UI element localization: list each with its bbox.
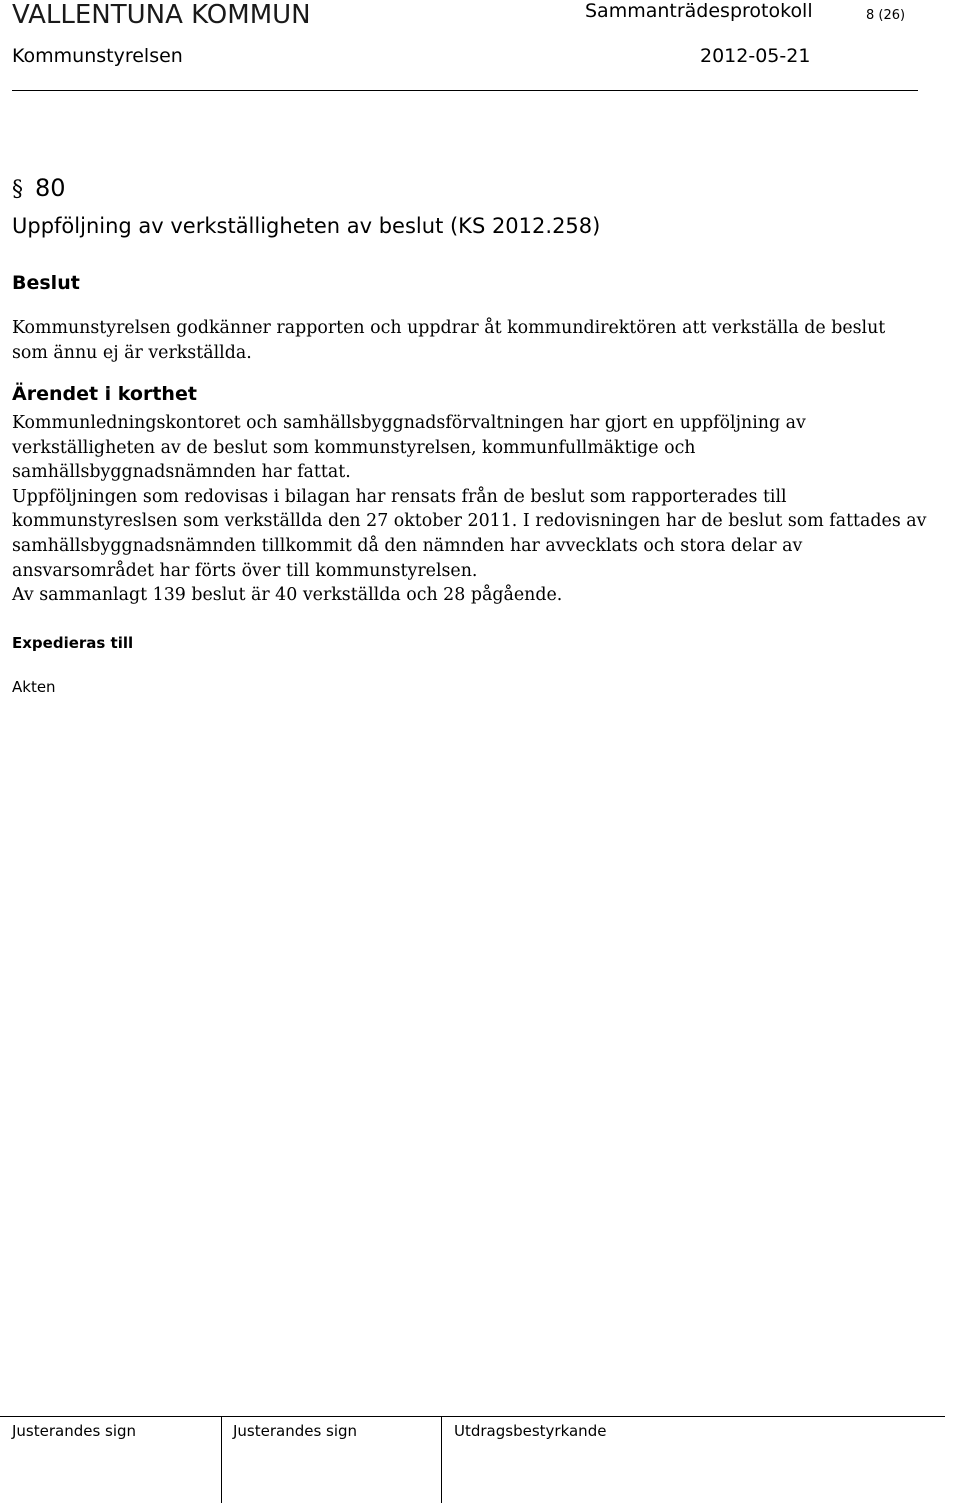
page-number: 8 (26)	[866, 8, 906, 23]
distribution-recipient: Akten	[12, 678, 56, 696]
section-number: 80	[35, 174, 66, 202]
signature-label: Justerandes sign	[233, 1422, 358, 1440]
item-title: Uppföljning av verkställigheten av beslut (KS 2012.258)	[12, 214, 601, 238]
signature-cell-certification	[442, 1417, 945, 1503]
text-line: som ännu ej är verkställda.	[12, 342, 252, 363]
text-line: Kommunledningskontoret och samhällsbyggnadsförvaltningen har gjort en uppföljning av	[12, 413, 806, 433]
text-line: Kommunstyrelsen godkänner rapporten och uppdrar åt kommundirektören att verkställa de beslut	[12, 318, 886, 338]
text-line: samhällsbyggnadsnämnden har fattat.	[12, 462, 351, 483]
section-symbol: §	[12, 177, 23, 202]
text-line: ansvarsområdet har förts över till kommunstyrelsen.	[12, 560, 478, 581]
text-line: Uppföljningen som redovisas i bilagan har rensats från de beslut som rapporterades till	[12, 486, 787, 507]
signature-label: Justerandes sign	[12, 1422, 137, 1440]
text-line: kommunstyreslsen som verkställda den 27 oktober 2011. I redovisningen har de beslut som fattades av	[12, 511, 927, 532]
meeting-date: 2012-05-21	[700, 45, 811, 67]
signature-cell-adjuster-2	[221, 1417, 442, 1503]
committee-name: Kommunstyrelsen	[12, 45, 183, 67]
document-type: Sammanträdesprotokoll	[585, 0, 813, 22]
signature-cell-adjuster-1	[0, 1417, 222, 1503]
organization-name: VALLENTUNA KOMMUN	[12, 0, 311, 30]
decision-text	[12, 316, 942, 365]
signature-label: Utdragsbestyrkande	[454, 1422, 607, 1440]
signature-table	[0, 1416, 945, 1503]
text-line: samhällsbyggnadsnämnden tillkommit då den nämnden har avvecklats och stora delar av	[12, 535, 803, 556]
section-number-line	[12, 174, 66, 202]
header-divider	[12, 90, 918, 91]
text-line: verkställigheten av de beslut som kommunstyrelsen, kommunfullmäktige och	[12, 437, 696, 458]
summary-text	[12, 411, 942, 608]
text-line: Av sammanlagt 139 beslut är 40 verkställda och 28 pågående.	[12, 585, 563, 606]
decision-heading: Beslut	[12, 272, 80, 294]
summary-heading: Ärendet i korthet	[12, 383, 197, 405]
distribution-heading: Expedieras till	[12, 634, 134, 652]
